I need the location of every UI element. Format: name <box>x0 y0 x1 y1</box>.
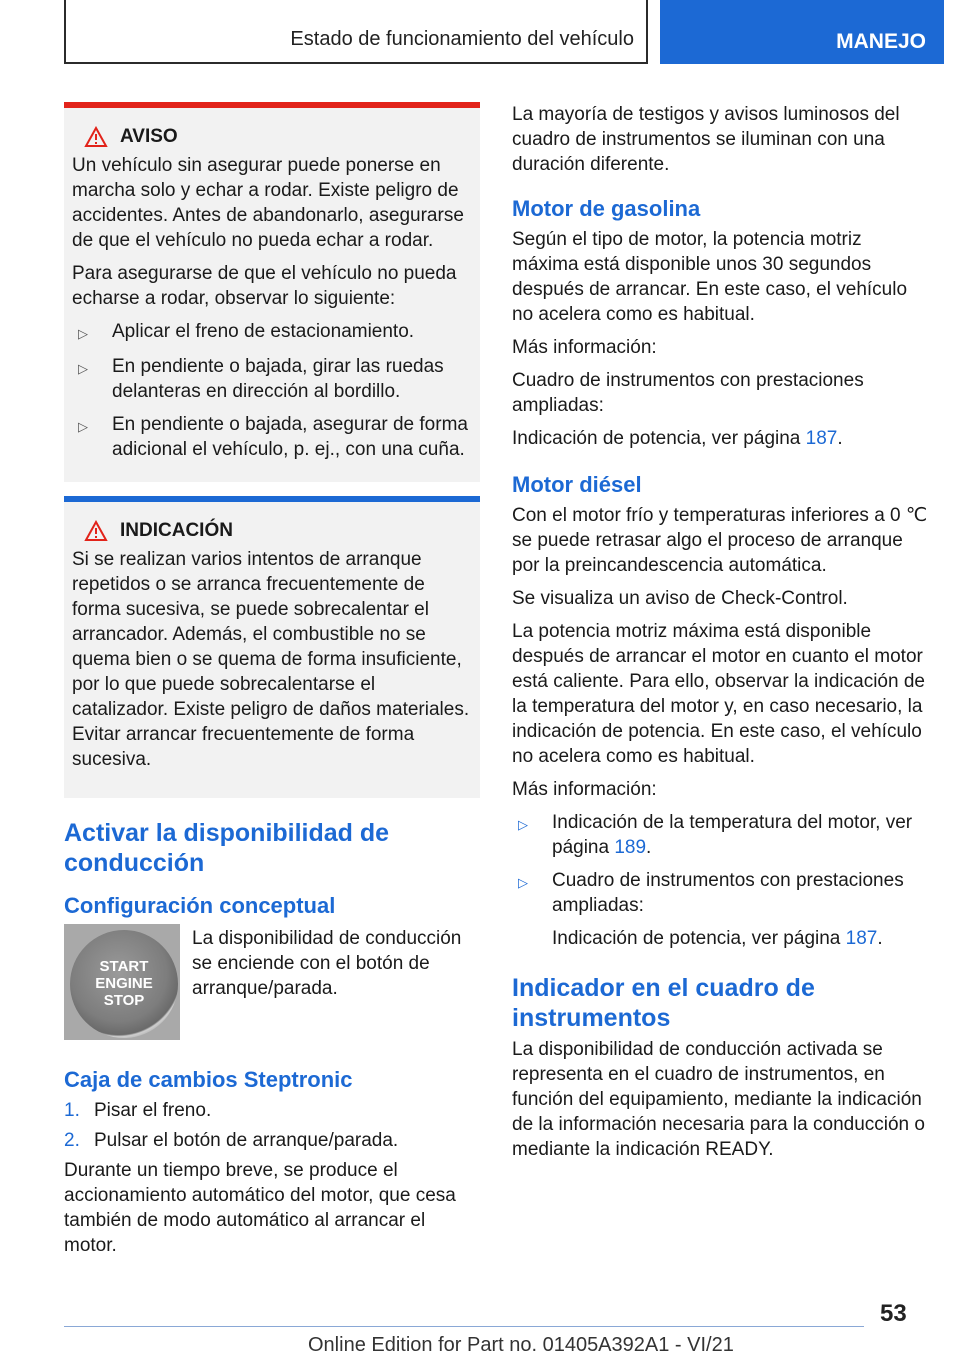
step-note: Durante un tiempo breve, se produce el accionamiento automático del motor, que cesa también de modo automático al arrancar el motor. <box>64 1160 456 1256</box>
start-stop-label: START ENGINE STOP <box>95 958 153 1009</box>
bullet-item: ▷ Indicación de la temperatura del motor, ver página 189. <box>512 810 930 860</box>
diesel-text: Con el motor frío y temperaturas inferiores a 0 ℃ se puede retrasar algo el proceso de arranque por la preincandescencia automática. <box>512 505 928 576</box>
reference-line: Indicación de potencia, ver página 187. <box>512 428 843 449</box>
subsection-title: Motor de gasolina <box>512 196 701 221</box>
more-info-label: Más información: <box>512 337 657 358</box>
subsection-title: Motor diésel <box>512 472 642 497</box>
warning-box <box>64 102 480 482</box>
intro-text: La mayoría de testigos y avisos luminosos del cuadro de instrumentos se iluminan con una duración diferente. <box>512 104 900 175</box>
bullet-item: ▷ Cuadro de instrumentos con prestaciones ampliadas: Indicación de potencia, ver página 187. <box>512 868 930 951</box>
subsection-title: Configuración conceptual <box>64 893 336 918</box>
footer-divider <box>64 1326 864 1327</box>
diesel-text: Se visualiza un aviso de Check-Control. <box>512 588 848 609</box>
subsection-title: Caja de cambios Steptronic <box>64 1067 353 1092</box>
start-stop-button-image <box>64 924 180 1040</box>
section-tab[interactable]: MANEJO <box>660 0 944 64</box>
bullet-triangle-icon: ▷ <box>78 419 88 434</box>
notice-heading <box>84 518 472 543</box>
section-title: Activar la disponibilidad de conducción <box>64 819 390 877</box>
bullet-triangle-icon: ▷ <box>78 326 88 341</box>
warning-heading <box>84 124 472 149</box>
left-column <box>64 102 480 1266</box>
bullet-triangle-icon: ▷ <box>518 875 528 890</box>
page-number: 53 <box>880 1300 907 1327</box>
notice-text: Si se realizan varios intentos de arranque repetidos o se arranca frecuentemente de forma sucesiva, se puede sobrecalentar el arrancador. Además, el combustible no se quema bien o se quema de forma insuficiente, por lo que puede sobrecalentarse el catalizador. Existe peligro de daños materiales. Evitar arrancar frecuentemente de forma sucesiva. <box>72 549 470 770</box>
page-link[interactable]: 187 <box>845 928 878 949</box>
bullet-triangle-icon: ▷ <box>518 817 528 832</box>
warning-title: AVISO <box>120 126 178 147</box>
gasolina-text: Según el tipo de motor, la potencia motriz máxima está disponible unos 30 segundos después de arrancar. En este caso, el vehículo no acelera como es habitual. <box>512 229 908 325</box>
concept-text: La disponibilidad de conducción se enciende con el botón de arranque/parada. <box>192 928 462 999</box>
step-item: 2. Pulsar el botón de arranque/parada. <box>64 1130 399 1151</box>
bullet-item: ▷ En pendiente o bajada, girar las ruedas delanteras en dirección al bordillo. <box>72 354 472 404</box>
header-frame <box>64 0 648 64</box>
more-info-label: Más información: <box>512 779 657 800</box>
warning-text-2: Para asegurarse de que el vehículo no pueda echarse a rodar, observar lo siguiente: <box>72 263 457 309</box>
warning-triangle-icon <box>84 126 108 148</box>
chapter-title: Estado de funcionamiento del vehículo <box>290 28 634 50</box>
bullet-item: ▷ Aplicar el freno de estacionamiento. <box>72 319 472 346</box>
concept-row <box>64 924 480 1040</box>
warning-text: Un vehículo sin asegurar puede ponerse en marcha solo y echar a rodar. Existe peligro de accidentes. Antes de abandonarlo, asegurarse de que el vehículo no pueda echar a rodar. <box>72 155 464 251</box>
notice-box <box>64 496 480 798</box>
notice-title: INDICACIÓN <box>120 520 233 541</box>
right-column <box>512 102 930 1170</box>
warning-triangle-icon <box>84 520 108 542</box>
page-link[interactable]: 189 <box>614 837 647 858</box>
footer-edition: Online Edition for Part no. 01405A392A1 - VI/21 <box>308 1334 734 1356</box>
indicador-text: La disponibilidad de conducción activada se representa en el cuadro de instrumentos, en función del equipamiento, mediante la indicación de la información necesaria para la conducción o mediante la indicación READY. <box>512 1039 925 1160</box>
reference-text: Cuadro de instrumentos con prestaciones ampliadas: <box>512 370 864 416</box>
bullet-item: ▷ En pendiente o bajada, asegurar de forma adicional el vehículo, p. ej., con una cuña. <box>72 412 472 462</box>
page-link[interactable]: 187 <box>805 428 838 449</box>
section-title: Indicador en el cuadro de instrumentos <box>512 974 815 1032</box>
bullet-triangle-icon: ▷ <box>78 361 88 376</box>
step-item: 1. Pisar el freno. <box>64 1100 212 1121</box>
diesel-text: La potencia motriz máxima está disponible después de arrancar el motor en cuanto el motor está caliente. Para ello, observar la indicación de la temperatura del motor y, en caso necesario, la indicación de potencia. En este caso, el vehículo no acelera como es habitual. <box>512 621 925 767</box>
